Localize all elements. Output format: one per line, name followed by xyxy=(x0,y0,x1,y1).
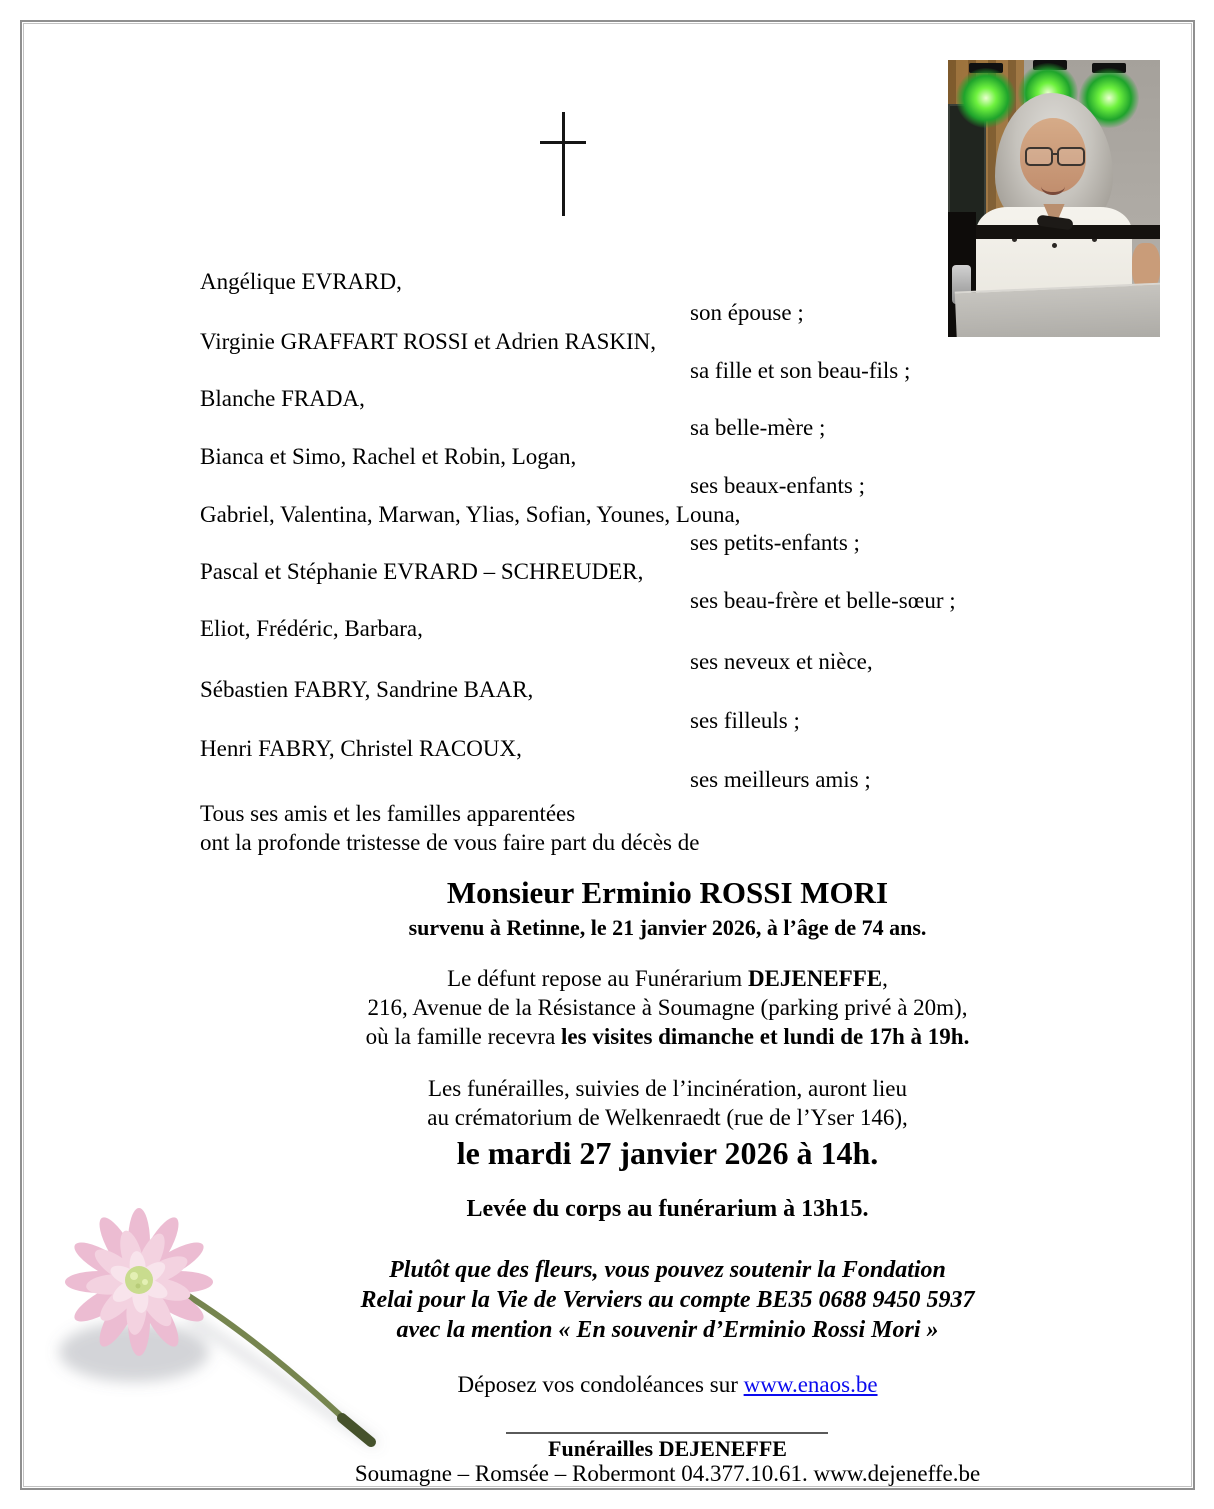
cross-icon xyxy=(540,141,586,144)
family-relation-line: ses filleuls ; xyxy=(690,708,800,733)
deceased-photo xyxy=(948,60,1160,337)
glasses-bridge xyxy=(1051,153,1059,155)
family-relation-line: sa belle-mère ; xyxy=(690,415,826,440)
flower-stem xyxy=(174,1287,371,1442)
family-relation-line: son épouse ; xyxy=(690,300,804,325)
condolences-text: Déposez vos condoléances sur xyxy=(457,1372,744,1397)
portrait-smile xyxy=(1041,178,1064,195)
enaos-link[interactable]: www.enaos.be xyxy=(743,1372,878,1397)
family-name-line: Virginie GRAFFART ROSSI et Adrien RASKIN, xyxy=(200,329,657,354)
death-date-line: survenu à Retinne, le 21 janvier 2026, à l’âge de 74 ans. xyxy=(408,915,927,940)
family-name-line: Angélique EVRARD, xyxy=(200,269,402,294)
family-name-line: Gabriel, Valentina, Marwan, Ylias, Sofian, Younes, Louna, xyxy=(200,502,741,527)
glasses-icon xyxy=(1057,147,1085,166)
family-relation-line: ses neveux et nièce, xyxy=(690,649,873,674)
family-name-line: Pascal et Stéphanie EVRARD – SCHREUDER, xyxy=(200,559,644,584)
family-name-line: Sébastien FABRY, Sandrine BAAR, xyxy=(200,677,534,702)
funeral-date-line: le mardi 27 janvier 2026 à 14h. xyxy=(456,1135,879,1171)
family-relation-line: sa fille et son beau-fils ; xyxy=(690,358,911,383)
family-name-line: Eliot, Frédéric, Barbara, xyxy=(200,616,423,641)
closing-line: ont la profonde tristesse de vous faire part du décès de xyxy=(200,830,700,855)
closing-line: Tous ses amis et les familles apparentées xyxy=(200,801,576,826)
family-relation-line: ses beaux-enfants ; xyxy=(690,473,865,498)
family-name-line: Henri FABRY, Christel RACOUX, xyxy=(200,736,522,761)
repose-line-1 xyxy=(200,966,1135,992)
funeral-home-name: Funérailles DEJENEFFE xyxy=(548,1436,787,1461)
levee-du-corps-line: Levée du corps au funérarium à 13h15. xyxy=(466,1196,869,1222)
funeral-line-2: au crématorium de Welkenraedt (rue de l’Yser 146), xyxy=(427,1105,908,1130)
cross-icon xyxy=(562,112,565,216)
donation-line-2: Relai pour la Vie de Verviers au compte BE35 0688 9450 5937 xyxy=(360,1287,975,1313)
repose-line-2: 216, Avenue de la Résistance à Soumagne (parking privé à 20m), xyxy=(367,995,968,1020)
family-relation-line: ses petits-enfants ; xyxy=(690,530,860,555)
glasses-icon xyxy=(1025,147,1053,166)
laptop-lid xyxy=(955,283,1160,337)
flower-image xyxy=(24,1192,404,1487)
repose-comma: , xyxy=(882,966,888,991)
funerarium-name: DEJENEFFE xyxy=(747,966,883,991)
funeral-home-contact: Soumagne – Romsée – Robermont 04.377.10.61. www.dejeneffe.be xyxy=(354,1461,981,1486)
repose-text: Le défunt repose au Funérarium xyxy=(447,966,748,991)
family-name-line: Bianca et Simo, Rachel et Robin, Logan, xyxy=(200,444,577,469)
donation-line-1: Plutôt que des fleurs, vous pouvez soutenir la Fondation xyxy=(389,1257,946,1283)
family-relation-line: ses beau-frère et belle-sœur ; xyxy=(690,588,956,613)
footer-divider xyxy=(506,1432,828,1434)
repose-line-3 xyxy=(200,1024,1135,1050)
shirt-button xyxy=(1052,243,1057,248)
family-name-line: Blanche FRADA, xyxy=(200,386,365,411)
family-relation-line: ses meilleurs amis ; xyxy=(690,767,871,792)
donation-line-3: avec la mention « En souvenir d’Erminio Rossi Mori » xyxy=(396,1317,939,1343)
visits-text: où la famille recevra xyxy=(365,1024,562,1049)
funeral-line-1: Les funérailles, suivies de l’incinération, auront lieu xyxy=(427,1076,907,1101)
visits-schedule: les visites dimanche et lundi de 17h à 19h. xyxy=(561,1024,970,1049)
deceased-name-title: Monsieur Erminio ROSSI MORI xyxy=(446,875,889,910)
